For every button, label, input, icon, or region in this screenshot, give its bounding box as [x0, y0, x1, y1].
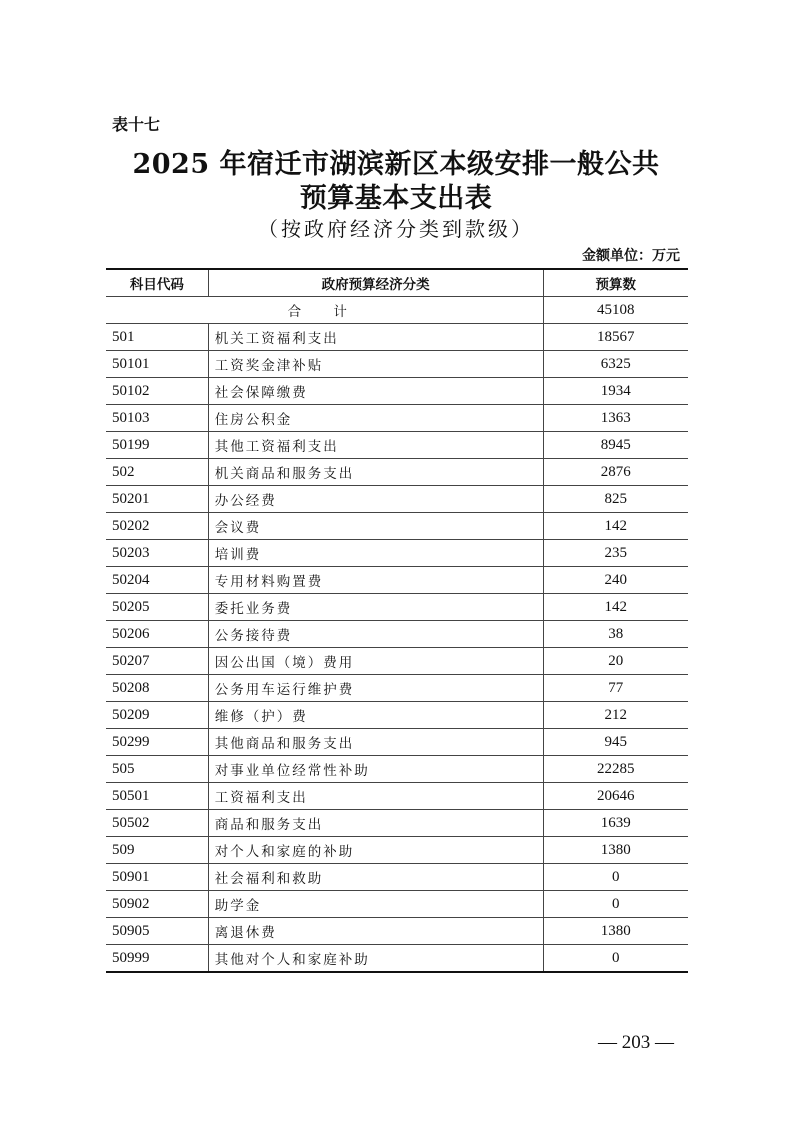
row-amount: 235: [543, 540, 688, 567]
table-row: [106, 945, 688, 973]
row-category: 社会保障缴费: [208, 378, 543, 405]
table-row: [106, 378, 688, 405]
row-code: 50905: [106, 918, 208, 945]
table-row: [106, 621, 688, 648]
row-code: 50502: [106, 810, 208, 837]
row-amount: 18567: [543, 324, 688, 351]
row-amount: 20: [543, 648, 688, 675]
row-code: 50208: [106, 675, 208, 702]
row-amount: 0: [543, 891, 688, 918]
table-label: 表十七: [112, 115, 161, 134]
row-code: 50202: [106, 513, 208, 540]
row-code: 50206: [106, 621, 208, 648]
row-category: 商品和服务支出: [208, 810, 543, 837]
table-row: [106, 513, 688, 540]
row-category: 其他商品和服务支出: [208, 729, 543, 756]
row-code: 502: [106, 459, 208, 486]
row-code: 50999: [106, 945, 208, 973]
table-body: [106, 297, 688, 973]
row-category: 机关商品和服务支出: [208, 459, 543, 486]
total-amount: 45108: [543, 297, 688, 324]
row-category: 维修（护）费: [208, 702, 543, 729]
row-code: 50204: [106, 567, 208, 594]
row-category: 办公经费: [208, 486, 543, 513]
row-category: 其他工资福利支出: [208, 432, 543, 459]
column-header-amount: 预算数: [543, 269, 688, 297]
row-category: 住房公积金: [208, 405, 543, 432]
table-row: [106, 918, 688, 945]
table-row: [106, 756, 688, 783]
row-category: 其他对个人和家庭补助: [208, 945, 543, 973]
row-amount: 8945: [543, 432, 688, 459]
row-amount: 77: [543, 675, 688, 702]
row-category: 委托业务费: [208, 594, 543, 621]
row-amount: 1934: [543, 378, 688, 405]
row-code: 50201: [106, 486, 208, 513]
row-amount: 1639: [543, 810, 688, 837]
page-number: — 203 —: [598, 1032, 674, 1053]
column-header-code: 科目代码: [106, 269, 208, 297]
table-row: [106, 459, 688, 486]
row-category: 机关工资福利支出: [208, 324, 543, 351]
row-category: 工资福利支出: [208, 783, 543, 810]
row-code: 50103: [106, 405, 208, 432]
row-code: 50501: [106, 783, 208, 810]
budget-table: [106, 268, 688, 973]
row-code: 50209: [106, 702, 208, 729]
table-row: [106, 540, 688, 567]
page-title-line1: 2025 年宿迁市湖滨新区本级安排一般公共: [132, 149, 660, 180]
table-header-row: [106, 269, 688, 297]
row-category: 对事业单位经常性补助: [208, 756, 543, 783]
column-header-category: 政府预算经济分类: [208, 269, 543, 297]
table-row: [106, 432, 688, 459]
row-amount: 945: [543, 729, 688, 756]
total-label: 合 计: [106, 297, 543, 324]
row-amount: 212: [543, 702, 688, 729]
row-amount: 6325: [543, 351, 688, 378]
row-code: 50207: [106, 648, 208, 675]
row-category: 离退休费: [208, 918, 543, 945]
page-title-line2: 预算基本支出表: [299, 183, 493, 214]
row-category: 会议费: [208, 513, 543, 540]
page-subtitle: （按政府经济分类到款级）: [258, 217, 534, 241]
row-amount: 240: [543, 567, 688, 594]
row-code: 50199: [106, 432, 208, 459]
table-row: [106, 702, 688, 729]
row-code: 50205: [106, 594, 208, 621]
row-category: 专用材料购置费: [208, 567, 543, 594]
table-row: [106, 675, 688, 702]
table-row: [106, 486, 688, 513]
row-code: 50203: [106, 540, 208, 567]
table-row: [106, 648, 688, 675]
table-row: [106, 324, 688, 351]
row-code: 509: [106, 837, 208, 864]
row-code: 505: [106, 756, 208, 783]
row-amount: 1363: [543, 405, 688, 432]
row-code: 50299: [106, 729, 208, 756]
row-code: 50101: [106, 351, 208, 378]
row-category: 公务用车运行维护费: [208, 675, 543, 702]
row-category: 工资奖金津补贴: [208, 351, 543, 378]
row-amount: 0: [543, 945, 688, 973]
row-amount: 20646: [543, 783, 688, 810]
row-code: 50901: [106, 864, 208, 891]
table-row: [106, 783, 688, 810]
row-category: 培训费: [208, 540, 543, 567]
row-code: 50102: [106, 378, 208, 405]
table-row: [106, 810, 688, 837]
row-amount: 0: [543, 864, 688, 891]
table-row: [106, 351, 688, 378]
row-amount: 38: [543, 621, 688, 648]
row-amount: 1380: [543, 918, 688, 945]
row-code: 50902: [106, 891, 208, 918]
total-row: [106, 297, 688, 324]
row-amount: 22285: [543, 756, 688, 783]
table-row: [106, 891, 688, 918]
row-category: 社会福利和救助: [208, 864, 543, 891]
table-row: [106, 837, 688, 864]
row-amount: 142: [543, 513, 688, 540]
table-row: [106, 729, 688, 756]
row-amount: 825: [543, 486, 688, 513]
row-amount: 142: [543, 594, 688, 621]
table-row: [106, 864, 688, 891]
table-row: [106, 405, 688, 432]
table-row: [106, 594, 688, 621]
row-amount: 2876: [543, 459, 688, 486]
row-category: 公务接待费: [208, 621, 543, 648]
row-amount: 1380: [543, 837, 688, 864]
table-row: [106, 567, 688, 594]
row-code: 501: [106, 324, 208, 351]
row-category: 因公出国（境）费用: [208, 648, 543, 675]
amount-unit: 金额单位：万元: [582, 248, 680, 264]
row-category: 对个人和家庭的补助: [208, 837, 543, 864]
row-category: 助学金: [208, 891, 543, 918]
